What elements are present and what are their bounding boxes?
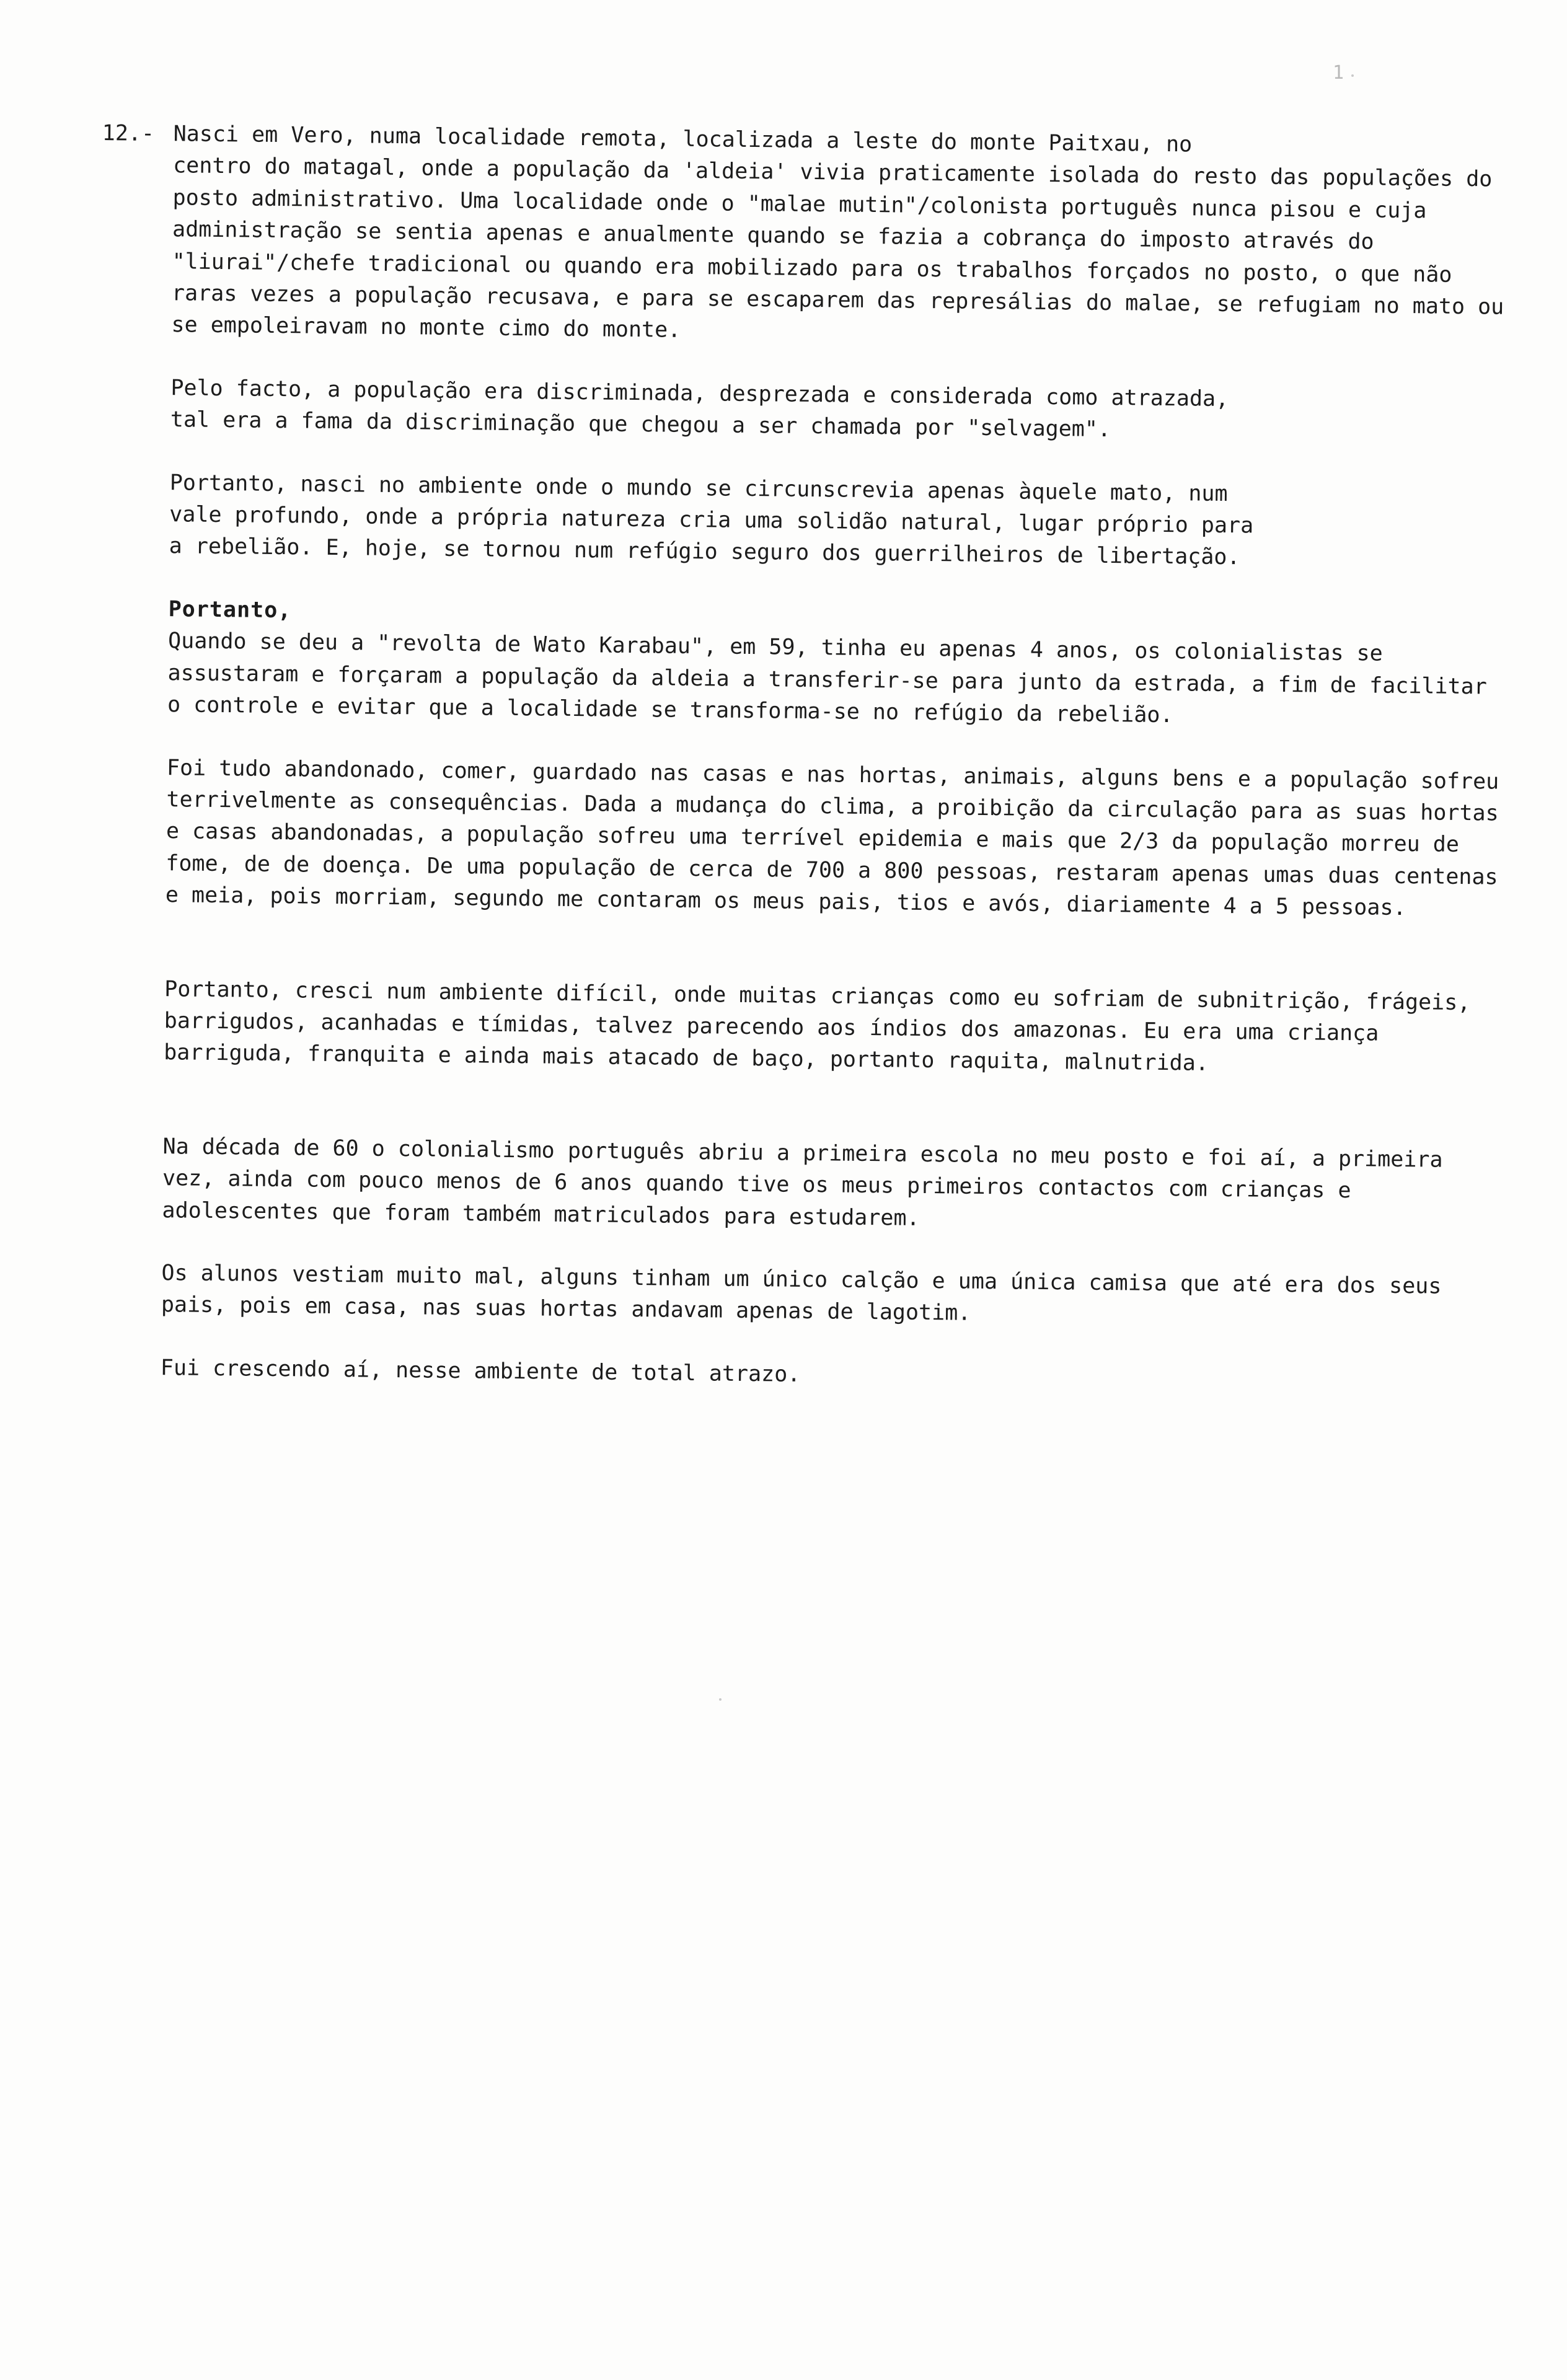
numbered-item xyxy=(100,118,1516,356)
struck-heading: Portanto, xyxy=(168,597,292,624)
scan-speck xyxy=(719,1698,722,1701)
paragraph-environment: Portanto, nasci no ambiente onde o mundo se circunscrevia apenas àquele mato, num vale profundo, onde a própria natureza cria uma solidão natural, lugar próprio para a rebelião. E, hoje, se tornou num refúgio seguro dos guerrilheiros de libertação. xyxy=(169,470,1254,570)
paragraph-discrimination: Pelo facto, a população era discriminada, desprezada e considerada como atrazada, tal era a fama da discriminação que chegou a ser chamada por "selvagem". xyxy=(170,376,1229,443)
paragraph-closing: Fui crescendo aí, nesse ambiente de total atrazo. xyxy=(160,1355,801,1387)
typed-document-body xyxy=(89,118,1516,1398)
scan-speck xyxy=(1351,74,1354,77)
item-number: 12.- xyxy=(102,120,155,146)
paragraph-childhood: Portanto, cresci num ambiente difícil, onde muitas crianças como eu sofriam de subnitrição, frágeis, barrigudos, acanhadas e tímidas, talvez parecendo aos índios dos amazonas. Eu era uma criança barriguda, franquita e ainda mais atacado de baço, portanto raquita, malnutrida. xyxy=(163,976,1471,1077)
paragraph-school: Na década de 60 o colonialismo português abriu a primeira escola no meu posto e foi aí, a primeira vez, ainda com pouco menos de 6 anos quando tive os meus primeiros contactos com crianças e adolescentes que foram também matriculados para estudarem. xyxy=(162,1134,1443,1231)
page-mark: 1 xyxy=(1333,62,1344,84)
paragraph-birthplace: Nasci em Vero, numa localidade remota, localizada a leste do monte Paitxau, no centro do matagal, onde a população da 'aldeia' vivia praticamente isolada do resto das populações do posto administrativo. Uma localidade onde o "malae mutin"/colonista português nunca pisou e cuja administração se sentia apenas e anualmente quando se fazia a cobrança do imposto através do "liurai"/chefe tradicional ou quando era mobilizado para os trabalhos forçados no posto, o que não raras vezes a população recusava, e para se escaparem das represálias do malae, se refugiam no mato ou se empoleiravam no monte cimo do monte. xyxy=(171,121,1504,343)
paragraph-students: Os alunos vestiam muito mal, alguns tinham um único calção e uma única camisa que até era dos seus pais, pois em casa, nas suas hortas andavam apenas de lagotim. xyxy=(161,1261,1442,1326)
paragraph-abandonment: Foi tudo abandonado, comer, guardado nas casas e nas hortas, animais, alguns bens e a população sofreu terrivelmente as consequências. Dada a mudança do clima, a proibição da circulação para as suas hortas e casas abandonadas, a população sofreu uma terrível epidemia e mais que 2/3 da população morreu de fome, de de doença. De uma população de cerca de 700 a 800 pessoas, restaram apenas umas duas centenas e meia, pois morriam, segundo me contaram os meus pais, tios e avós, diariamente 4 a 5 pessoas. xyxy=(165,755,1499,921)
paragraph-revolt: Quando se deu a "revolta de Wato Karabau", em 59, tinha eu apenas 4 anos, os colonialistas se assustaram e forçaram a população da aldeia a transferir-se para junto da estrada, a fim de facilitar o controle e evitar que a localidade se transforma-se no refúgio da rebelião. xyxy=(167,628,1487,728)
